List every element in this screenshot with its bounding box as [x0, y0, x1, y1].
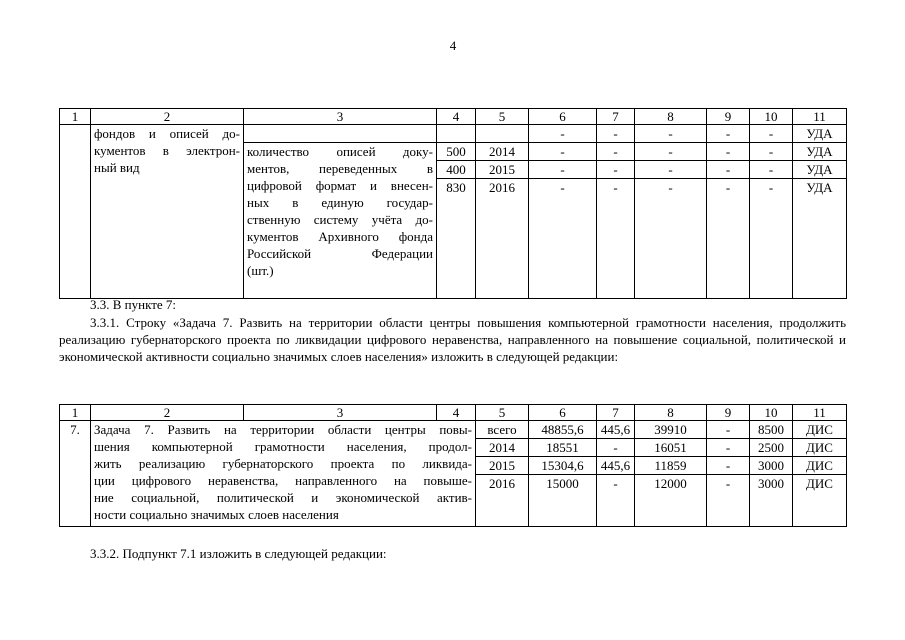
cell-col8: 11859 [635, 457, 707, 475]
cell-col9: - [707, 161, 750, 179]
cell-col7: 445,6 [597, 421, 635, 439]
task-table [59, 404, 847, 527]
responsible-cell: УДА [793, 125, 847, 143]
cell-col7: - [597, 179, 635, 197]
header-cell: 10 [750, 109, 793, 125]
cell-col10: - [750, 143, 793, 161]
cell-col9: - [707, 475, 750, 493]
indicator-line: кументов Архивного фонда [247, 229, 433, 244]
period-cell: 2014 [476, 439, 529, 457]
indicator-description-cell [244, 143, 437, 299]
value-cell [437, 125, 476, 143]
header-cell: 3 [244, 109, 437, 125]
cell-col10: 2500 [750, 439, 793, 457]
cell-col7: - [597, 161, 635, 179]
empty-cell [635, 492, 707, 526]
cell-col8: - [635, 143, 707, 161]
cell-col8: 39910 [635, 421, 707, 439]
indicator-line: ных в единую государ- [247, 195, 433, 210]
value-cell: 400 [437, 161, 476, 179]
cell-col6: 18551 [529, 439, 597, 457]
header-cell: 8 [635, 405, 707, 421]
year-cell: 2015 [476, 161, 529, 179]
cell-col7: - [597, 475, 635, 493]
empty-cell [750, 196, 793, 298]
cell-col9: - [707, 143, 750, 161]
empty-cell [597, 196, 635, 298]
header-cell: 6 [529, 109, 597, 125]
header-cell: 2 [91, 109, 244, 125]
task-description-cell [91, 421, 476, 527]
empty-cell [437, 196, 476, 298]
header-cell: 9 [707, 405, 750, 421]
activity-name-cell [91, 125, 244, 299]
cell-col10: - [750, 179, 793, 197]
header-cell: 1 [60, 109, 91, 125]
header-cell: 5 [476, 405, 529, 421]
activity-name-line: кументов в электрон- [94, 143, 240, 158]
header-cell: 7 [597, 109, 635, 125]
indicator-line: цифровой формат и внесен- [247, 178, 433, 193]
cell-col9: - [707, 421, 750, 439]
header-cell: 8 [635, 109, 707, 125]
cell-col7: - [597, 125, 635, 143]
empty-cell [750, 492, 793, 526]
empty-cell [597, 492, 635, 526]
empty-cell [529, 492, 597, 526]
value-cell: 830 [437, 179, 476, 197]
cell-col6: 48855,6 [529, 421, 597, 439]
task-line: шения компьютерной грамотности населения, продол- [94, 439, 472, 454]
indicator-line: ментов, переведенных в [247, 161, 433, 176]
activity-name-line: фондов и описей до- [94, 126, 240, 141]
header-cell: 2 [91, 405, 244, 421]
header-cell: 4 [437, 109, 476, 125]
period-cell: всего [476, 421, 529, 439]
indicator-line: количество описей доку- [247, 144, 433, 159]
page-number: 4 [449, 38, 457, 53]
cell-col10: 3000 [750, 475, 793, 493]
responsible-cell: ДИС [793, 439, 847, 457]
empty-cell [635, 196, 707, 298]
empty-cell [529, 196, 597, 298]
activities-table [59, 108, 847, 299]
empty-cell [707, 196, 750, 298]
indicator-line: Российской Федерации [247, 246, 433, 261]
cell-col7: - [597, 439, 635, 457]
activity-name-line: ный вид [94, 160, 140, 175]
indicator-cell [244, 125, 437, 143]
responsible-cell: УДА [793, 161, 847, 179]
cell-col6: 15000 [529, 475, 597, 493]
responsible-cell: ДИС [793, 457, 847, 475]
indicator-line: ственную систему учёта до- [247, 212, 433, 227]
cell-col9: - [707, 125, 750, 143]
period-cell: 2016 [476, 475, 529, 493]
empty-cell [793, 492, 847, 526]
responsible-cell: ДИС [793, 421, 847, 439]
table-row [60, 125, 847, 143]
period-cell: 2015 [476, 457, 529, 475]
row-number-cell [60, 125, 91, 299]
responsible-cell: ДИС [793, 475, 847, 493]
empty-cell [793, 196, 847, 298]
cell-col8: - [635, 179, 707, 197]
header-cell: 10 [750, 405, 793, 421]
cell-col8: - [635, 125, 707, 143]
cell-col9: - [707, 457, 750, 475]
paragraph-3-3-2: 3.3.2. Подпункт 7.1 изложить в следующей редакции: [90, 546, 387, 561]
header-cell: 1 [60, 405, 91, 421]
cell-col8: 12000 [635, 475, 707, 493]
cell-col10: 8500 [750, 421, 793, 439]
cell-col6: - [529, 125, 597, 143]
cell-col6: - [529, 143, 597, 161]
cell-col7: 445,6 [597, 457, 635, 475]
table-row [60, 421, 847, 439]
cell-col10: 3000 [750, 457, 793, 475]
paragraph-3-3-1: 3.3.1. Строку «Задача 7. Развить на территории области центры повышения компьютерной грамотности населения, продолжить реализацию губернаторского проекта по ликвидации цифрового неравенства, направленного на повышение социальной, политической и экономической активности социально значимых слоев населения» изложить в следующей редакции: [59, 315, 846, 364]
header-cell: 5 [476, 109, 529, 125]
task-line: ции цифрового неравенства, направленного на повыше- [94, 473, 472, 488]
cell-col9: - [707, 439, 750, 457]
responsible-cell: УДА [793, 179, 847, 197]
task-line: Задача 7. Развить на территории области центры повы- [94, 422, 472, 437]
table-header-row [60, 109, 847, 125]
cell-col8: 16051 [635, 439, 707, 457]
task-line: ние социальной, политической и экономической актив- [94, 490, 472, 505]
year-cell [476, 125, 529, 143]
cell-col6: - [529, 179, 597, 197]
cell-col10: - [750, 161, 793, 179]
header-cell: 4 [437, 405, 476, 421]
header-cell: 9 [707, 109, 750, 125]
task-line: ности социально значимых слоев населения [94, 507, 339, 522]
header-cell: 11 [793, 109, 847, 125]
table-header-row [60, 405, 847, 421]
row-number-cell: 7. [60, 421, 91, 527]
task-line: жить реализацию губернаторского проекта по ликвида- [94, 456, 472, 471]
year-cell: 2014 [476, 143, 529, 161]
header-cell: 6 [529, 405, 597, 421]
header-cell: 11 [793, 405, 847, 421]
empty-cell [707, 492, 750, 526]
paragraph-3-3: 3.3. В пункте 7: [90, 297, 177, 312]
responsible-cell: УДА [793, 143, 847, 161]
empty-cell [476, 492, 529, 526]
cell-col9: - [707, 179, 750, 197]
cell-col6: 15304,6 [529, 457, 597, 475]
cell-col10: - [750, 125, 793, 143]
year-cell: 2016 [476, 179, 529, 197]
cell-col6: - [529, 161, 597, 179]
cell-col7: - [597, 143, 635, 161]
header-cell: 3 [244, 405, 437, 421]
empty-cell [476, 196, 529, 298]
value-cell: 500 [437, 143, 476, 161]
header-cell: 7 [597, 405, 635, 421]
indicator-line: (шт.) [247, 263, 274, 278]
cell-col8: - [635, 161, 707, 179]
